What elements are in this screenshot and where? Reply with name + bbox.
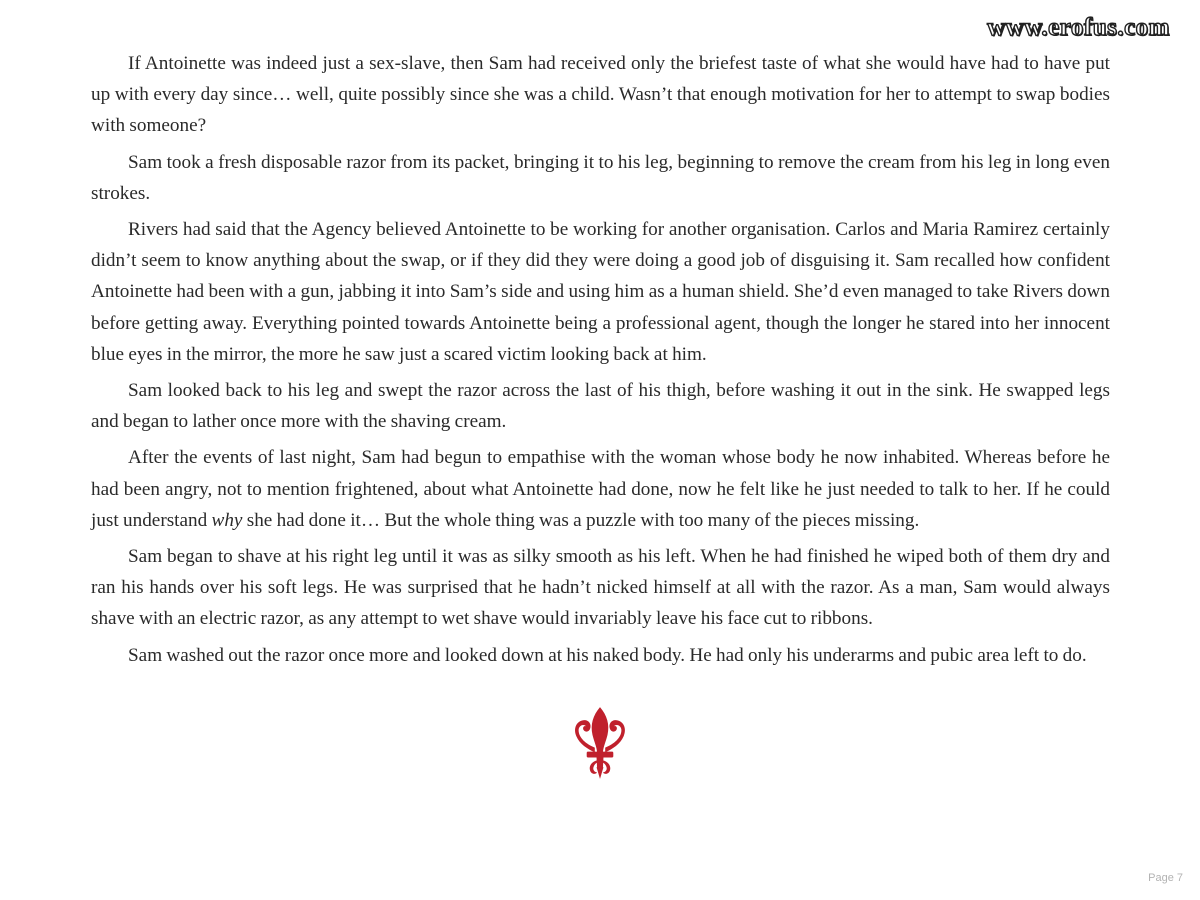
paragraph-5-text-before: After the events of last night, Sam had begun to empathise with the woman whose body he now inhabited. Whereas before he had been angry, not to mention frightened, about what Antoinette had done, now he felt like he just needed to talk to her. If he could just understand (91, 447, 1110, 531)
paragraph-2: Sam took a fresh disposable razor from its packet, bringing it to his leg, beginning to remove the cream from his leg in long even strokes. (91, 151, 1110, 204)
paragraph-5-text-after: she had done it… But the whole thing was a puzzle with too many of the pieces missing. (242, 509, 920, 531)
fleur-de-lis-icon (571, 706, 629, 780)
paragraph-5 (91, 442, 1110, 536)
paragraph-5-emphasis: why (211, 509, 243, 531)
paragraph-7: Sam washed out the razor once more and looked down at his naked body. He had only his underarms and pubic area left to do. (128, 644, 1087, 666)
paragraph-6: Sam began to shave at his right leg until it was as silky smooth as his left. When he had finished he wiped both of them dry and ran his hands over his soft legs. He was surprised that he hadn’t nicked himself at all with the razor. As a man, Sam would always shave with an electric razor, as any attempt to wet shave would invariably leave his face cut to ribbons. (91, 546, 1110, 630)
paragraph-4: Sam looked back to his leg and swept the razor across the last of his thigh, before washing it out in the sink. He swapped legs and began to lather once more with the shaving cream. (91, 380, 1110, 433)
page-body (91, 48, 1110, 676)
paragraph-3: Rivers had said that the Agency believed Antoinette to be working for another organisation. Carlos and Maria Ramirez certainly didn’t seem to know anything about the swap, or if they did they were doing a good job of disguising it. Sam recalled how confident Antoinette had been with a gun, jabbing it into Sam’s side and using him as a human shield. She’d even managed to take Rivers down before getting away. Everything pointed towards Antoinette being a professional agent, though the longer he stared into her innocent blue eyes in the mirror, the more he saw just a scared victim looking back at him. (91, 219, 1110, 365)
paragraph-1: If Antoinette was indeed just a sex-slave, then Sam had received only the briefest taste of what she would have had to have put up with every day since… well, quite possibly since she was a child. Wasn’t that enough motivation for her to attempt to swap bodies with someone? (91, 53, 1110, 137)
page-number: Page 7 (1148, 872, 1183, 884)
watermark: www.erofus.com (987, 14, 1170, 41)
